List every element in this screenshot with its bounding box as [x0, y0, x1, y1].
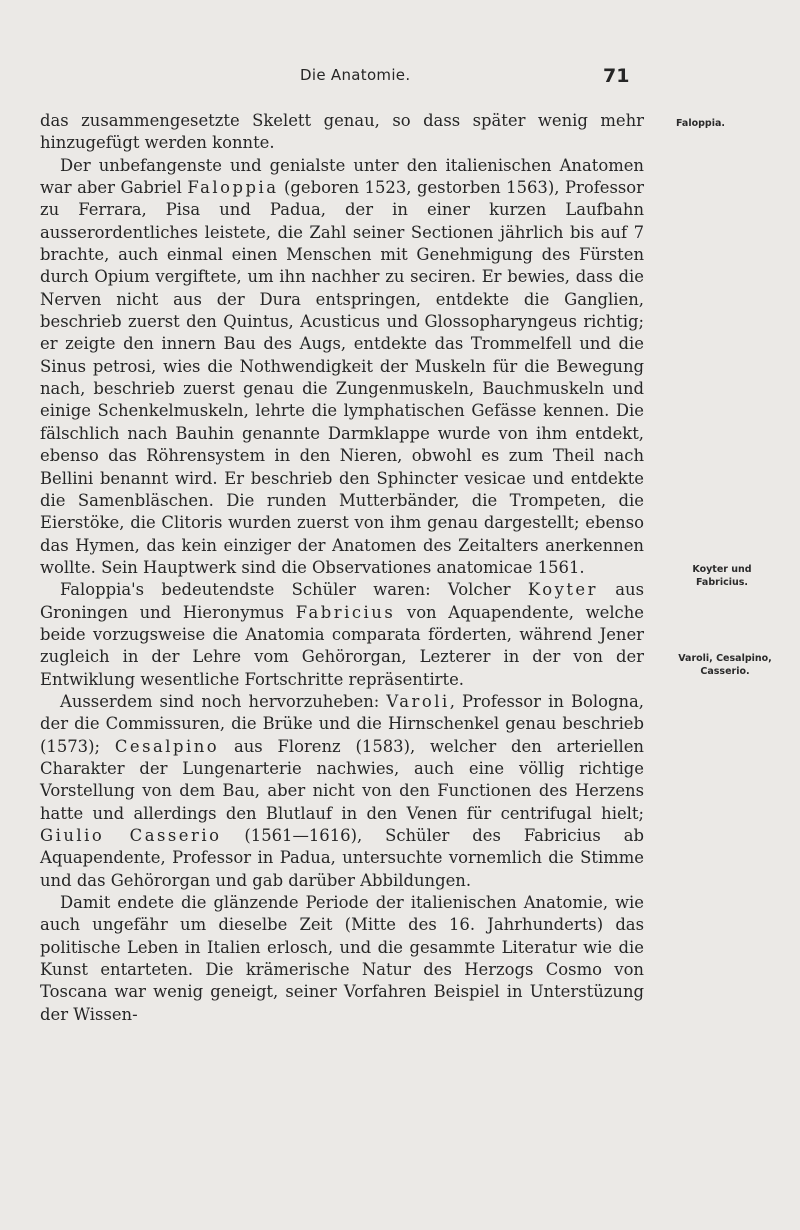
name-faloppia: Faloppia — [187, 178, 279, 198]
margin-note-varoli-line2: Casserio. — [700, 666, 750, 677]
name-koyter: Koyter — [527, 580, 598, 600]
margin-note-varoli-cesalpino-casserio — [652, 652, 798, 678]
paragraph-1: das zusammengesetzte Skelett genau, so dass später wenig mehr hinzugefügt werden konnte. — [40, 111, 644, 153]
paragraph-4-text-d: (1561—1616), Schüler des Fabricius ab Aquapendente, Professor in Padua, untersuchte vornemlich die Stimme und das Gehörorgan und gab darüber Abbildungen. — [40, 826, 644, 890]
paragraph-4-text-a: Ausserdem sind noch hervorzuheben: — [60, 691, 387, 711]
paragraph-2-text-a: Der unbefangenste und genialste unter den italienischen Anatomen war aber Gabriel — [40, 155, 644, 198]
margin-note-faloppia-text: Faloppia. — [676, 118, 726, 129]
margin-note-koyter-fabricius — [676, 563, 768, 589]
paragraph-3-text-a: Faloppia's bedeutendste Schüler waren: Volcher — [60, 580, 528, 600]
page-number: 71 — [603, 65, 630, 87]
paragraph-2-text-b: (geboren 1523, gestorben 1563), Professor zu Ferrara, Pisa und Padua, der in einer kurzen Laufbahn ausserordentliches leistete, die Zahl seiner Sectionen jährlich bis auf 7 brachte, auch einmal einen Menschen mit Genehmigung des Fürsten durch Opium vergiftete, um ihn nachher zu seciren. Er bewies, dass die Nerven nicht aus der Dura entspringen, entdekte die Ganglien, beschrieb zuerst den Quintus, Acusticus und Glossopharyngeus richtig; er zeigte den innern Bau des Augs, entdekte das Trommelfell und die Sinus petrosi, wies die Nothwendigkeit der Muskeln für die Bewegung nach, beschrieb zuerst genau die Zungenmuskeln, Bauchmuskeln und einige Schenkelmuskeln, lehrte die lymphatischen Gefässe kennen. Die fälschlich nach Bauhin genannte Darmklappe wurde von ihm entdekt, ebenso das Röhrensystem in den Nieren, obwohl es zum Theil nach Bellini benannt wird. Er beschrieb den Sphincter vesicae und entdekte die Samenbläschen. Die runden Mutterbänder, die Trompeten, die Eierstöke, die Clitoris wurden zuerst von ihm genau dargestellt; ebenso das Hymen, das kein einziger der Anatomen des Zeitalters anerkennen wollte. Sein Hauptwerk sind die Observationes anatomicae 1561. — [40, 178, 644, 577]
body-text — [40, 110, 644, 1026]
margin-note-koyter-line1: Koyter und — [692, 564, 752, 575]
paragraph-4-text-b: , Professor in Bologna, der die Commissuren, die Brüke und die Hirnschenkel genau beschrieb (1573); — [40, 691, 644, 756]
name-cesalpino: Cesalpino — [114, 736, 220, 756]
margin-note-faloppia — [676, 117, 736, 130]
paragraph-3-text-b: aus Groningen und Hieronymus — [40, 580, 644, 622]
paragraph-2 — [40, 155, 644, 580]
name-varoli: Varoli — [386, 691, 450, 711]
margin-note-varoli-line1: Varoli, Cesalpino, — [678, 653, 772, 664]
paragraph-4 — [40, 691, 644, 892]
paragraph-3-text-c: von Aquapendente, welche beide vorzugsweise die Anatomia comparata förderten, während Jener zugleich in der Lehre vom Gehörorgan, Lezterer in der von der Entwiklung wesentliche Fortschritte repräsentirte. — [40, 602, 644, 689]
paragraph-3 — [40, 579, 644, 691]
running-header — [0, 66, 800, 96]
header-title: Die Anatomie. — [300, 66, 411, 84]
name-casserio: Giulio Casserio — [40, 826, 222, 845]
margin-note-koyter-line2: Fabricius. — [696, 577, 748, 588]
paragraph-5: Damit endete die glänzende Periode der italienischen Anatomie, wie auch ungefähr um dieselbe Zeit (Mitte des 16. Jahrhunderts) das politische Leben in Italien erlosch, und die gesammte Literatur wie die Kunst entarteten. Die krämerische Natur des Herzogs Cosmo von Toscana war wenig geneigt, seiner Vorfahren Beispiel in Unterstüzung der Wissen- — [40, 893, 644, 1024]
name-fabricius: Fabricius — [295, 602, 396, 622]
paragraph-4-text-c: aus Florenz (1583), welcher den arteriellen Charakter der Lungenarterie nachwies, auch eine völlig richtige Vorstellung von dem Bau, aber nicht von den Functionen des Herzens hatte und allerdings den Blutlauf in den Venen für centrifugal hielt; — [40, 736, 644, 823]
